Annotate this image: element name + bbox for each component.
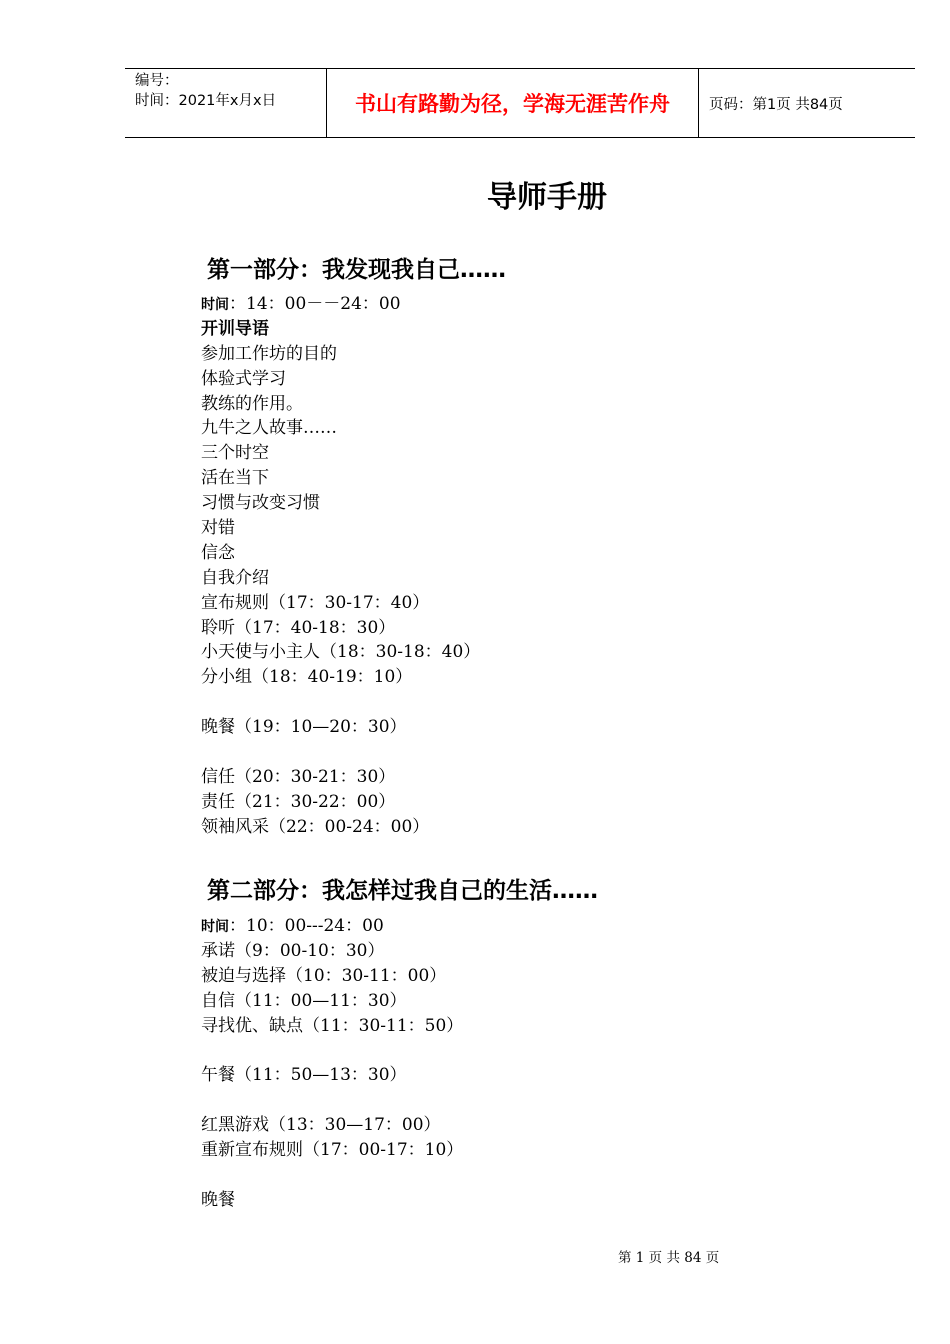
list-item bbox=[201, 690, 901, 715]
section-subheading: 开训导语 bbox=[201, 318, 269, 339]
list-item bbox=[201, 1163, 901, 1188]
list-item: 参加工作坊的目的 bbox=[201, 343, 337, 364]
header-motto: 书山有路勤为径，学海无涯苦作舟 bbox=[327, 69, 699, 137]
section-heading-1: 第一部分：我发现我自己…… bbox=[207, 257, 506, 283]
list-item bbox=[201, 740, 901, 765]
list-item: 九牛之人故事…… bbox=[201, 418, 337, 439]
number-label: 编号： bbox=[135, 73, 179, 89]
time-value: ：10：00---24：00 bbox=[229, 916, 384, 936]
time-label-text: 时间 bbox=[201, 919, 229, 935]
list-item: 领袖风采（22：00-24：00） bbox=[201, 816, 430, 837]
list-item: 晚餐 bbox=[201, 1189, 235, 1210]
list-item: 责任（21：30-22：00） bbox=[201, 791, 396, 812]
list-item: 重新宣布规则（17：00-17：10） bbox=[201, 1140, 464, 1161]
page-footer: 第 1 页 共 84 页 bbox=[618, 1250, 720, 1266]
list-item bbox=[201, 1038, 901, 1063]
list-item bbox=[201, 1088, 901, 1113]
list-item: 信任（20：30-21：30） bbox=[201, 766, 396, 787]
time-value: ：14：00－－24：00 bbox=[229, 294, 401, 314]
list-item: 承诺（9：00-10：30） bbox=[201, 940, 385, 961]
list-item: 体验式学习 bbox=[201, 368, 286, 389]
list-item: 聆听（17：40-18：30） bbox=[201, 617, 396, 638]
list-item: 信念 bbox=[201, 542, 235, 563]
list-item: 三个时空 bbox=[201, 443, 269, 464]
time-label-text: 时间 bbox=[201, 297, 229, 313]
list-item: 宣布规则（17：30-17：40） bbox=[201, 592, 430, 613]
list-item: 晚餐（19：10—20：30） bbox=[201, 717, 407, 738]
section-heading-2: 第二部分：我怎样过我自己的生活…… bbox=[207, 878, 598, 904]
list-item: 活在当下 bbox=[201, 468, 269, 489]
list-item: 红黑游戏（13：30—17：00） bbox=[201, 1115, 441, 1136]
list-item: 被迫与选择（10：30-11：00） bbox=[201, 965, 447, 986]
page-title: 导师手册 bbox=[487, 180, 607, 215]
list-item: 教练的作用。 bbox=[201, 393, 303, 414]
section-time bbox=[201, 292, 901, 317]
section-body-2 bbox=[201, 914, 901, 1213]
list-item: 对错 bbox=[201, 518, 235, 539]
section-time bbox=[201, 914, 901, 939]
list-item: 分小组（18：40-19：10） bbox=[201, 667, 413, 688]
list-item: 午餐（11：50—13：30） bbox=[201, 1065, 407, 1086]
section-body-1 bbox=[201, 292, 901, 840]
header-page-label: 页码：第1页 共84页 bbox=[709, 96, 843, 113]
list-item: 自信（11：00—11：30） bbox=[201, 990, 407, 1011]
list-item: 自我介绍 bbox=[201, 567, 269, 588]
header-info-cell bbox=[125, 69, 327, 137]
time-label: 时间：2021年x月x日 bbox=[135, 93, 277, 109]
list-item: 寻找优、缺点（11：30-11：50） bbox=[201, 1015, 464, 1036]
list-item: 习惯与改变习惯 bbox=[201, 493, 320, 514]
list-item: 小天使与小主人（18：30-18：40） bbox=[201, 642, 481, 663]
header-table bbox=[125, 68, 915, 138]
